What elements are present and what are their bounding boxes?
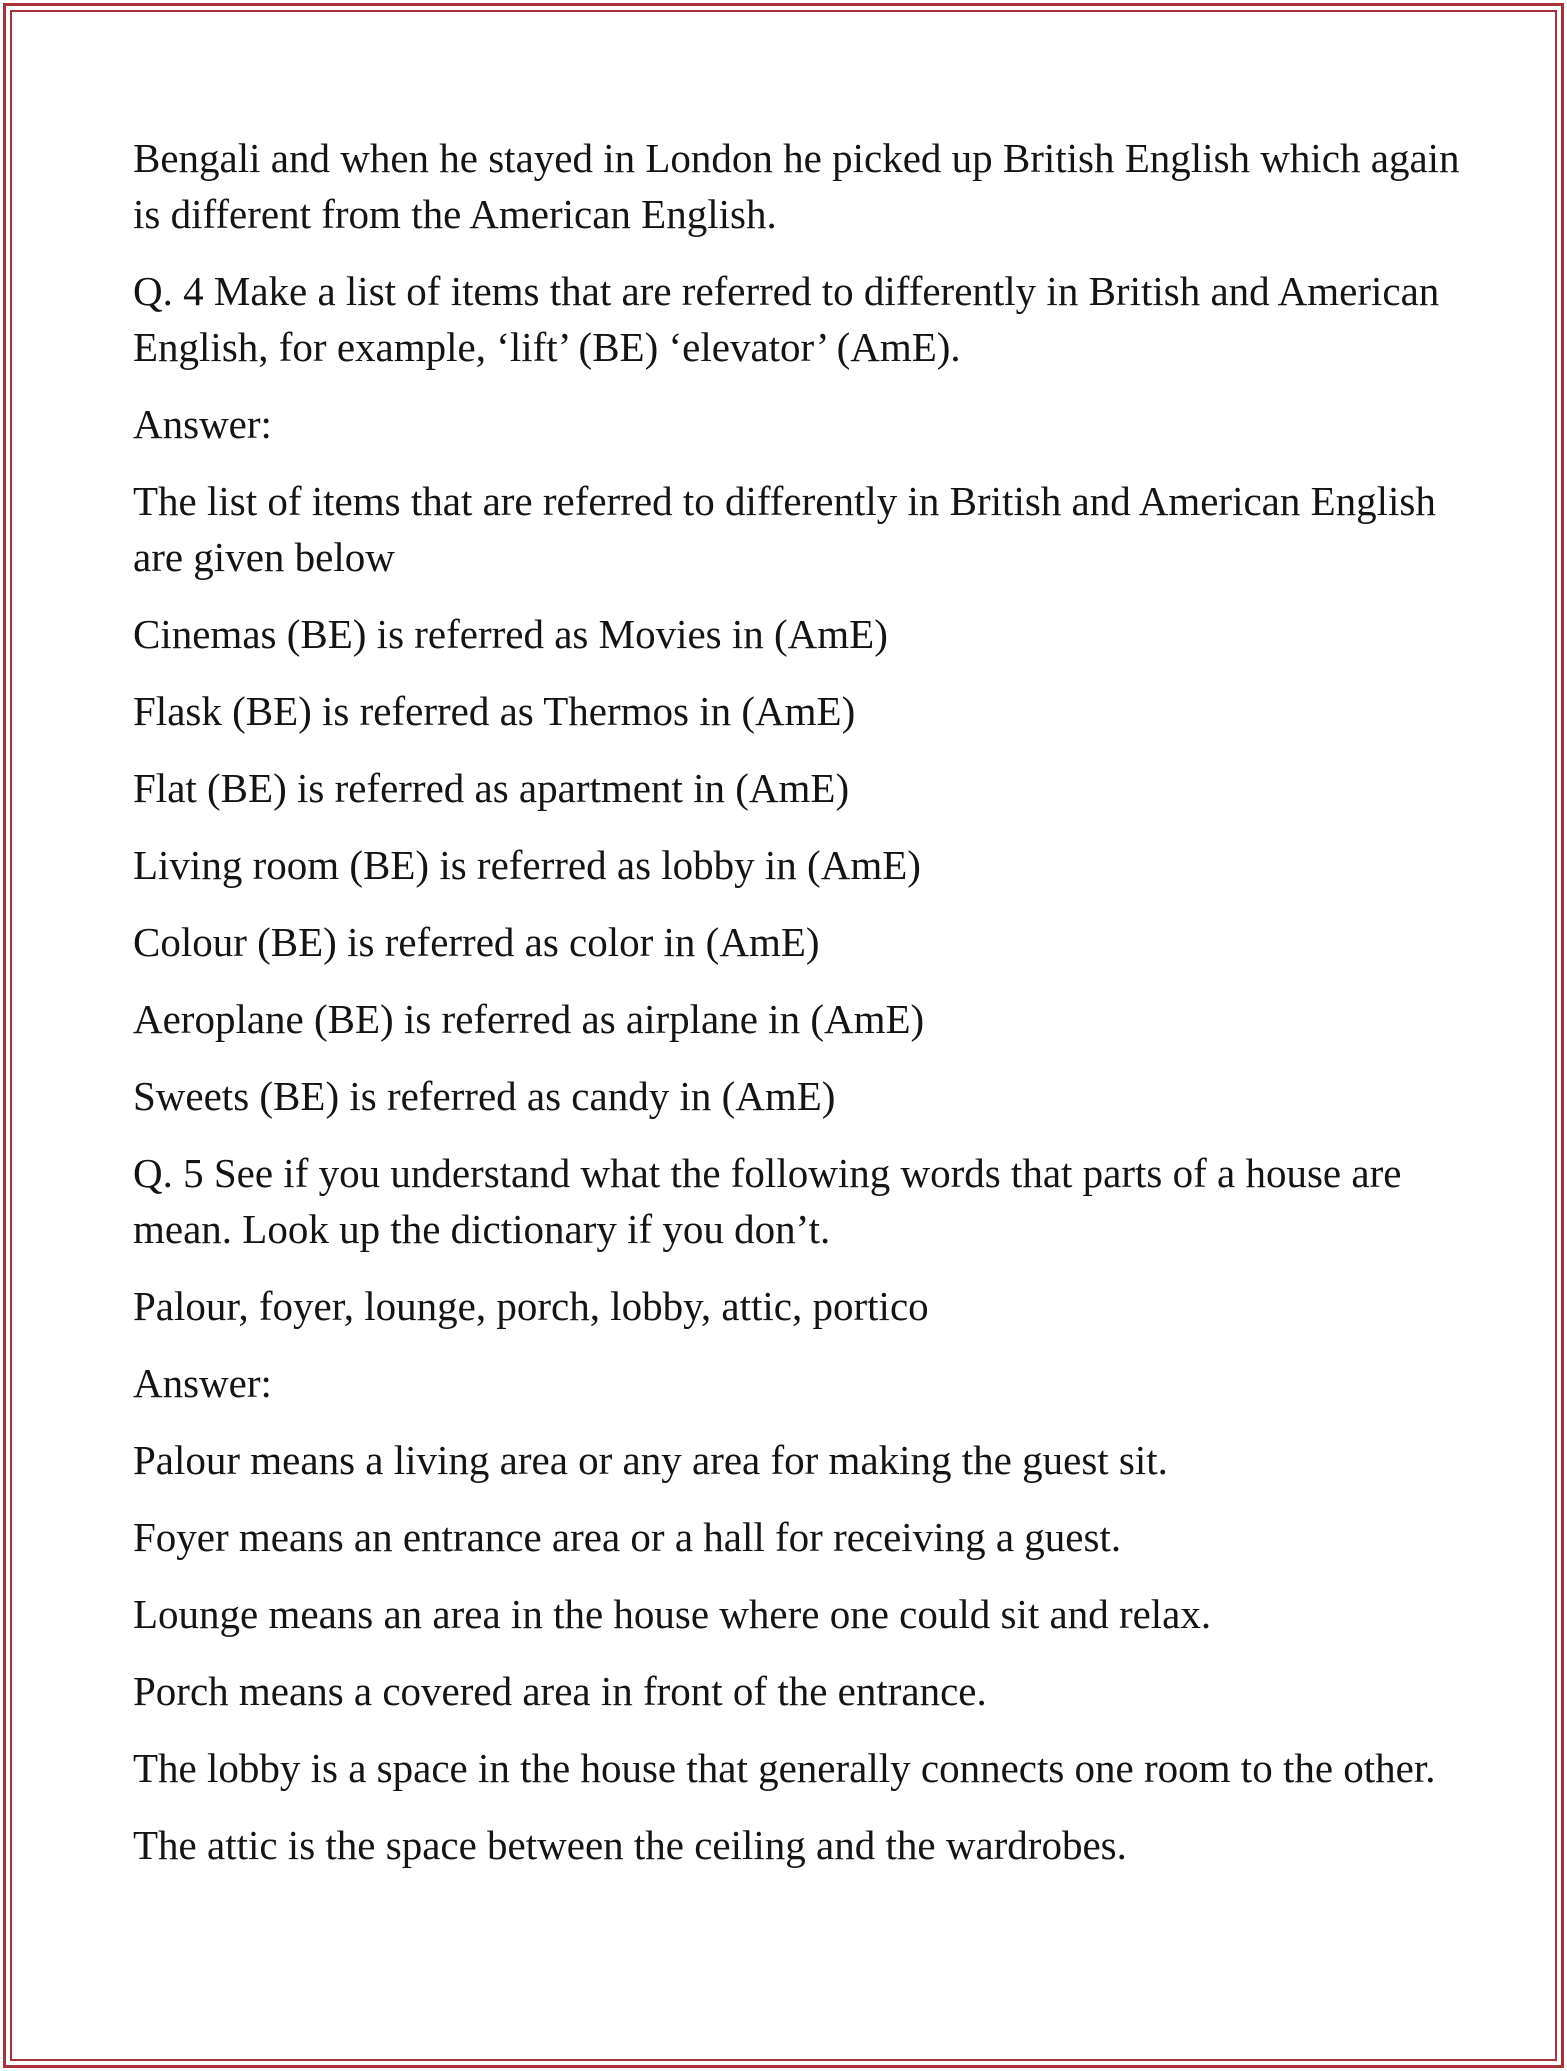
list-item: Flat (BE) is referred as apartment in (AmE) xyxy=(133,765,850,811)
list-item: Sweets (BE) is referred as candy in (AmE) xyxy=(133,1073,836,1119)
definition-porch: Porch means a covered area in front of the entrance. xyxy=(133,1668,987,1714)
list-item: Cinemas (BE) is referred as Movies in (AmE) xyxy=(133,611,888,657)
list-item: Living room (BE) is referred as lobby in (AmE) xyxy=(133,842,921,888)
document-body xyxy=(133,130,1463,1894)
definition-attic: The attic is the space between the ceiling and the wardrobes. xyxy=(133,1822,1127,1868)
definition-lobby: The lobby is a space in the house that generally connects one room to the other. xyxy=(133,1745,1436,1791)
list-item: Flask (BE) is referred as Thermos in (AmE) xyxy=(133,688,856,734)
paragraph-continuation: Bengali and when he stayed in London he picked up British English which again is different from the American English. xyxy=(133,135,1460,237)
list-item: Aeroplane (BE) is referred as airplane in (AmE) xyxy=(133,996,925,1042)
question-5: Q. 5 See if you understand what the following words that parts of a house are mean. Look up the dictionary if you don’t. xyxy=(133,1150,1402,1252)
answer-intro: The list of items that are referred to differently in British and American English are given below xyxy=(133,478,1436,580)
definition-foyer: Foyer means an entrance area or a hall for receiving a guest. xyxy=(133,1514,1122,1560)
word-list: Palour, foyer, lounge, porch, lobby, attic, portico xyxy=(133,1283,929,1329)
definition-lounge: Lounge means an area in the house where one could sit and relax. xyxy=(133,1591,1212,1637)
list-item: Colour (BE) is referred as color in (AmE) xyxy=(133,919,820,965)
question-4: Q. 4 Make a list of items that are referred to differently in British and American English, for example, ‘lift’ (BE) ‘elevator’ (AmE). xyxy=(133,268,1440,370)
answer-label: Answer: xyxy=(133,401,272,447)
definition-palour: Palour means a living area or any area for making the guest sit. xyxy=(133,1437,1168,1483)
answer-label: Answer: xyxy=(133,1360,272,1406)
